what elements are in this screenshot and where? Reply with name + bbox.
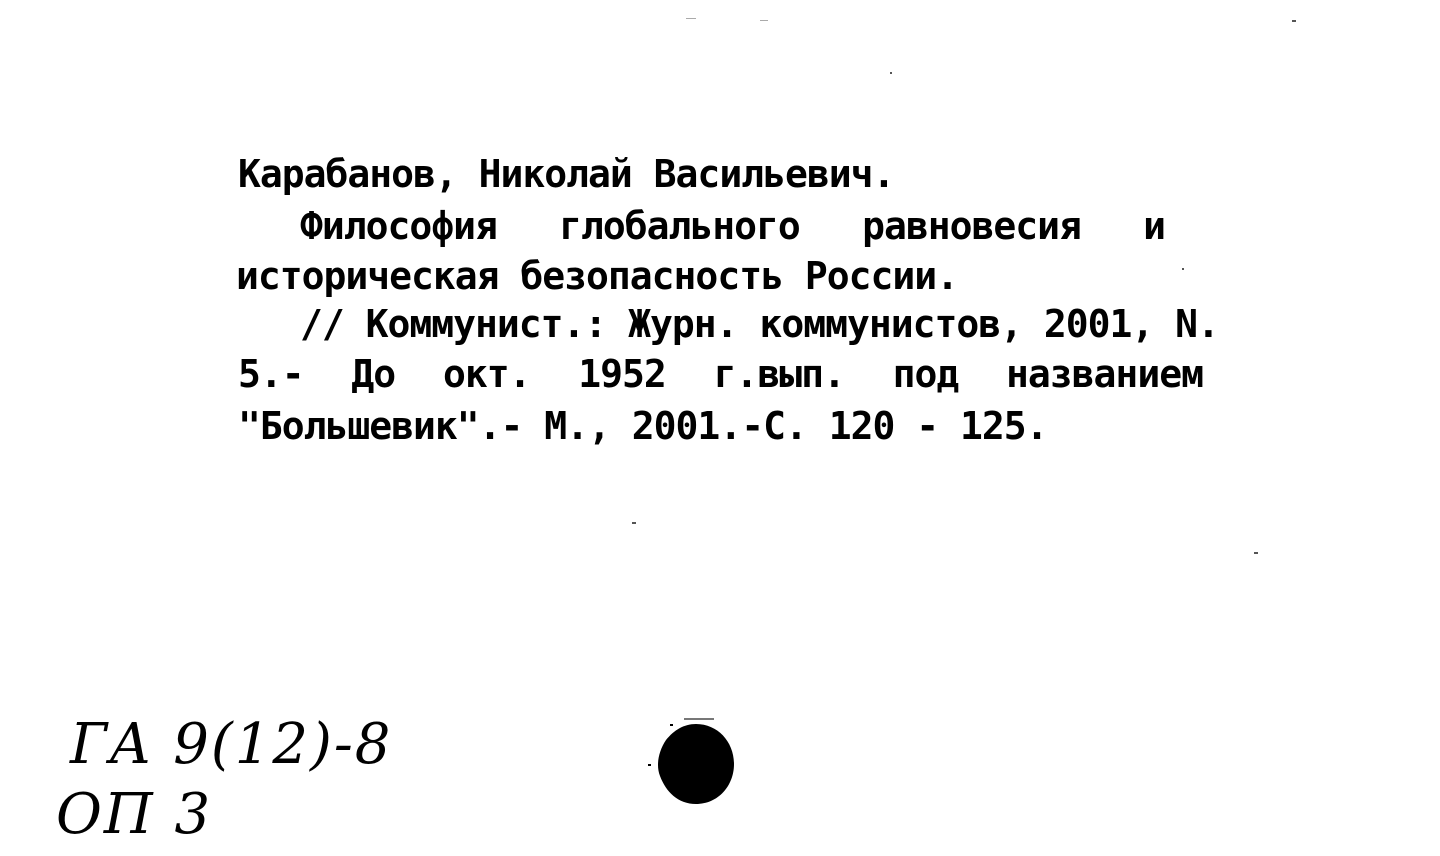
source-word: До — [351, 352, 396, 396]
dust-speck — [1254, 552, 1258, 554]
source-word: окт. — [442, 352, 531, 396]
source-word: 1952 — [578, 352, 666, 396]
title-line-1 — [300, 204, 1165, 248]
source-word: под — [892, 352, 959, 396]
dust-speck — [632, 522, 636, 524]
dust-speck — [1292, 20, 1296, 22]
source-word: 5.- — [238, 352, 304, 396]
title-line-2: историческая безопасность России. — [236, 254, 958, 298]
source-word: названием — [1006, 352, 1203, 396]
department-mark-handwritten: ОП 3 — [56, 782, 213, 847]
dust-speck — [1182, 268, 1184, 270]
source-line-3: "Большевик".- М., 2001.-С. 120 - 125. — [238, 404, 1048, 448]
source-word: г.вып. — [713, 352, 845, 396]
title-word: Философия — [300, 204, 497, 248]
source-line-1: // Коммунист.: Журн. коммунистов, 2001, N. — [300, 302, 1219, 346]
source-line-2 — [238, 352, 1203, 396]
title-word: и — [1143, 204, 1165, 248]
dust-speck — [760, 20, 768, 21]
shelf-mark-handwritten: ГА 9(12)-8 — [70, 712, 393, 777]
author-name: Карабанов, Николай Васильевич. — [238, 152, 895, 196]
title-word: глобального — [559, 204, 800, 248]
dust-speck — [686, 18, 696, 19]
title-word: равновесия — [862, 204, 1081, 248]
punch-hole-icon — [648, 718, 738, 810]
dust-speck — [890, 72, 892, 74]
